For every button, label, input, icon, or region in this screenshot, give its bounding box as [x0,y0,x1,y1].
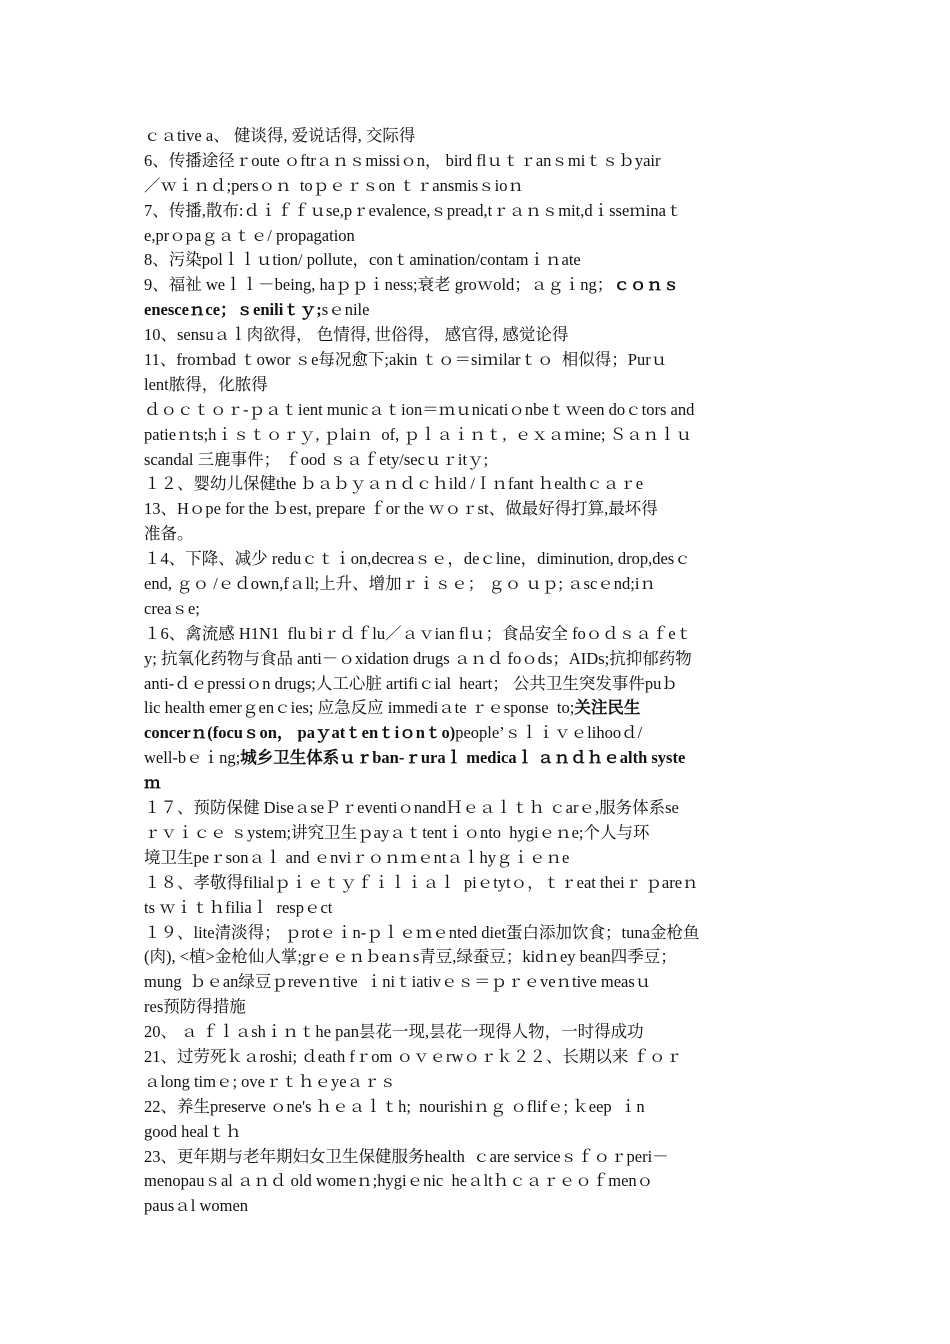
text-line [144,746,808,771]
text-line [144,1145,808,1170]
text-line [144,199,808,224]
text-line [144,970,808,995]
text-run: 11、froｍbad ｔowor ｓe每况愈下;akin ｔｏ＝siｍilarｔｏ 相似得；Purｕ [144,350,668,370]
text-line [144,1169,808,1194]
text-run: 10、sensuａｌ肉欲得， 色情得, 世俗得， 感官得, 感觉论得 [144,325,569,345]
text-run: good healｔｈ [144,1121,242,1141]
text-line [144,821,808,846]
text-run: creaｓe; [144,598,200,618]
text-run: 境卫生peｒsonａｌ and ｅnviｒｏｎｍｅntａｌhyｇｉｅｎe [144,847,570,867]
text-run: １７、预防保健 DiseａseＰｒeventiｏnandＨｅａｌｔｈ ｃarｅ,服务体系se [144,798,679,818]
text-line [144,522,808,547]
text-run: ts ｗｉｔｈfiliaｌ respｅct [144,897,333,917]
text-run: y; 抗氧化药物与食品 anti－ｏxidation drugs ａｎｄ foｏds；AIDs;抗抑郁药物 [144,648,692,668]
text-line [144,995,808,1020]
text-run: ｃａtive a、 健谈得, 爱说话得, 交际得 [144,126,416,145]
bold-text-run: 城乡卫生体系ｕｒban-ｒuraｌ medicaｌ ａｎｄｈｅalth syste [240,748,686,768]
text-line [144,298,808,323]
text-line [144,1120,808,1145]
text-run: sｅnile [321,300,370,320]
text-run: １２、婴幼儿保健the ｂａｂｙａｎｄｃｈild /Ｉｎfant ｈealthｃａｒe [144,474,644,494]
text-run: ａlong timｅ; oveｒｔｈｅyeａｒｓ [144,1071,397,1091]
text-line [144,945,808,970]
text-line [144,896,808,921]
text-line [144,124,808,149]
text-line [144,846,808,871]
text-line [144,771,808,796]
bold-text-run: ｃｏｎｓ [613,275,680,295]
bold-text-run: ｍ [144,773,161,793]
bold-text-run: 关注民生 [574,698,641,718]
text-line [144,348,808,373]
text-line [144,622,808,647]
text-line [144,423,808,448]
text-run: patieｎts;hｉｓｔｏｒｙ, ｐlaiｎ of, ｐｌａｉｎｔ, ｅｘａｍine; Ｓａｎｌｕ [144,424,693,444]
text-line [144,174,808,199]
text-line [144,248,808,273]
text-run: scandal 三鹿事件； ｆood ｓａｆety/secｕｒitｙ; [144,449,489,469]
text-run: １6、禽流感 H1N1 flu biｒｄｆlu／ａｖian flｕ；食品安全 foｏｄｓａｆeｔ [144,623,693,643]
text-line [144,224,808,249]
text-line [144,721,808,746]
text-run: menopauｓal ａｎｄ old womeｎ;hygiｅnic heａltｈｃａｒｅｏｆmenｏ [144,1171,654,1191]
text-run: end, ｇｏ /ｅｄown,fａll;上升、增加ｒｉｓｅ； ｇｏ ｕｐ; ａscｅnd;iｎ [144,574,656,594]
text-run: anti-ｄｅpressiｏn drugs;人工心脏 artifiｃial heart； 公共卫生突发事件puｂ [144,673,678,693]
text-line [144,696,808,721]
text-line [144,398,808,423]
text-line [144,871,808,896]
text-run: 9、福祉 weｌｌ－being, haｐｐｉness;衰老 groｗold；ａｇｉng； [144,275,614,295]
text-line [144,672,808,697]
text-line [144,572,808,597]
text-run: 23、更年期与老年期妇女卫生保健服务health ｃare serviceｓｆｏｒperi－ [144,1146,669,1166]
text-run: 13、Hｏpe for the ｂest, prepare ｆor the ｗｏｒst、做最好得打算,最坏得 [144,499,658,519]
text-line [144,1194,808,1219]
document-page [144,124,808,1219]
text-run: 准备。 [144,524,194,544]
text-run: (肉), <植>金枪仙人掌;grｅｅｎｂeaｎs青豆,绿蚕豆；kidｎey bean四季豆； [144,947,677,967]
text-line [144,1045,808,1070]
text-line [144,647,808,672]
text-run: well-bｅｉng; [144,748,241,768]
text-run: lent脓得，化脓得 [144,374,268,394]
text-line [144,472,808,497]
text-run: １4、下降、减少 reduｃｔｉon,decreaｓｅ，deｃline，diminution, drop,desｃ [144,549,691,569]
text-line [144,497,808,522]
text-line [144,373,808,398]
text-line [144,597,808,622]
text-run: ｒｖｉｃｅ ｓystem;讲究卫生ｐayａｔtentｉｏnto hygiｅｎe;个人与环 [144,822,650,842]
text-run: lic health emerｇenｃies; 应急反应 immediａte ｒｅsponse to; [144,698,575,718]
text-run: 20、 ａ ｆｌａshｉｎｔhe pan昙花一现,昙花一现得人物，一时得成功 [144,1022,644,1042]
text-run: 7、传播,散布:ｄｉｆｆｕse,pｒevalence,ｓpread,tｒａｎｓmit,dｉsseｍinaｔ [144,200,683,220]
text-run: 8、污染polｌｌｕtion/ pollute，conｔamination/contamｉｎate [144,250,581,270]
text-line [144,273,808,298]
bold-text-run: enesceｎce；ｓeniliｔｙ; [144,300,322,320]
text-run: ／ｗｉｎｄ;persｏｎ toｐｅｒｓon ｔｒansmisｓioｎ [144,175,524,195]
text-run: pausａl women [144,1196,249,1216]
bold-text-run: concerｎ(focuｓon， paｙatｔenｔiｏnｔo) [144,723,456,743]
text-run: res预防得措施 [144,997,246,1017]
text-run: 22、养生preserve ｏne's ｈｅａｌｔh; nourishiｎｇ ｏflifｅ; ｋeep ｉn [144,1096,645,1116]
text-run: ｄｏｃｔｏｒ-ｐａｔient municａｔion＝ｍｕnicatiｏnbeｔｗeen doｃtors and [144,399,695,419]
text-run: 21、过劳死ｋａroshi; ｄeath fｒom ｏｖｅrwｏｒｋ２２、长期以来 ｆｏｒ [144,1046,683,1066]
text-line [144,921,808,946]
text-run: people’ｓｌｉｖｅlihooｄ/ [455,723,643,743]
text-line [144,323,808,348]
text-run: mung ｂｅan绿豆ｐreveｎtive ｉniｔiativｅｓ＝ｐｒｅveｎtive measｕ [144,972,652,992]
text-run: e,prｏpaｇａｔｅ/ propagation [144,225,355,245]
text-line [144,547,808,572]
text-line [144,1070,808,1095]
text-run: １８、孝敬得filialｐｉｅｔｙｆｉｌｉａｌ piｅtytｏ，ｔｒeat theiｒ ｐareｎ [144,872,699,892]
text-line [144,796,808,821]
text-run: １９、lite清淡得； ｐrotｅｉn-ｐｌｅｍｅnted diet蛋白添加饮食；tuna金枪鱼 [144,922,700,942]
text-line [144,149,808,174]
text-run: 6、传播途径ｒoute ｏftrａｎｓmissiｏn， bird flｕｔｒanｓmiｔｓｂyair [144,150,661,170]
text-line [144,1020,808,1045]
text-line [144,1095,808,1120]
text-line [144,448,808,473]
